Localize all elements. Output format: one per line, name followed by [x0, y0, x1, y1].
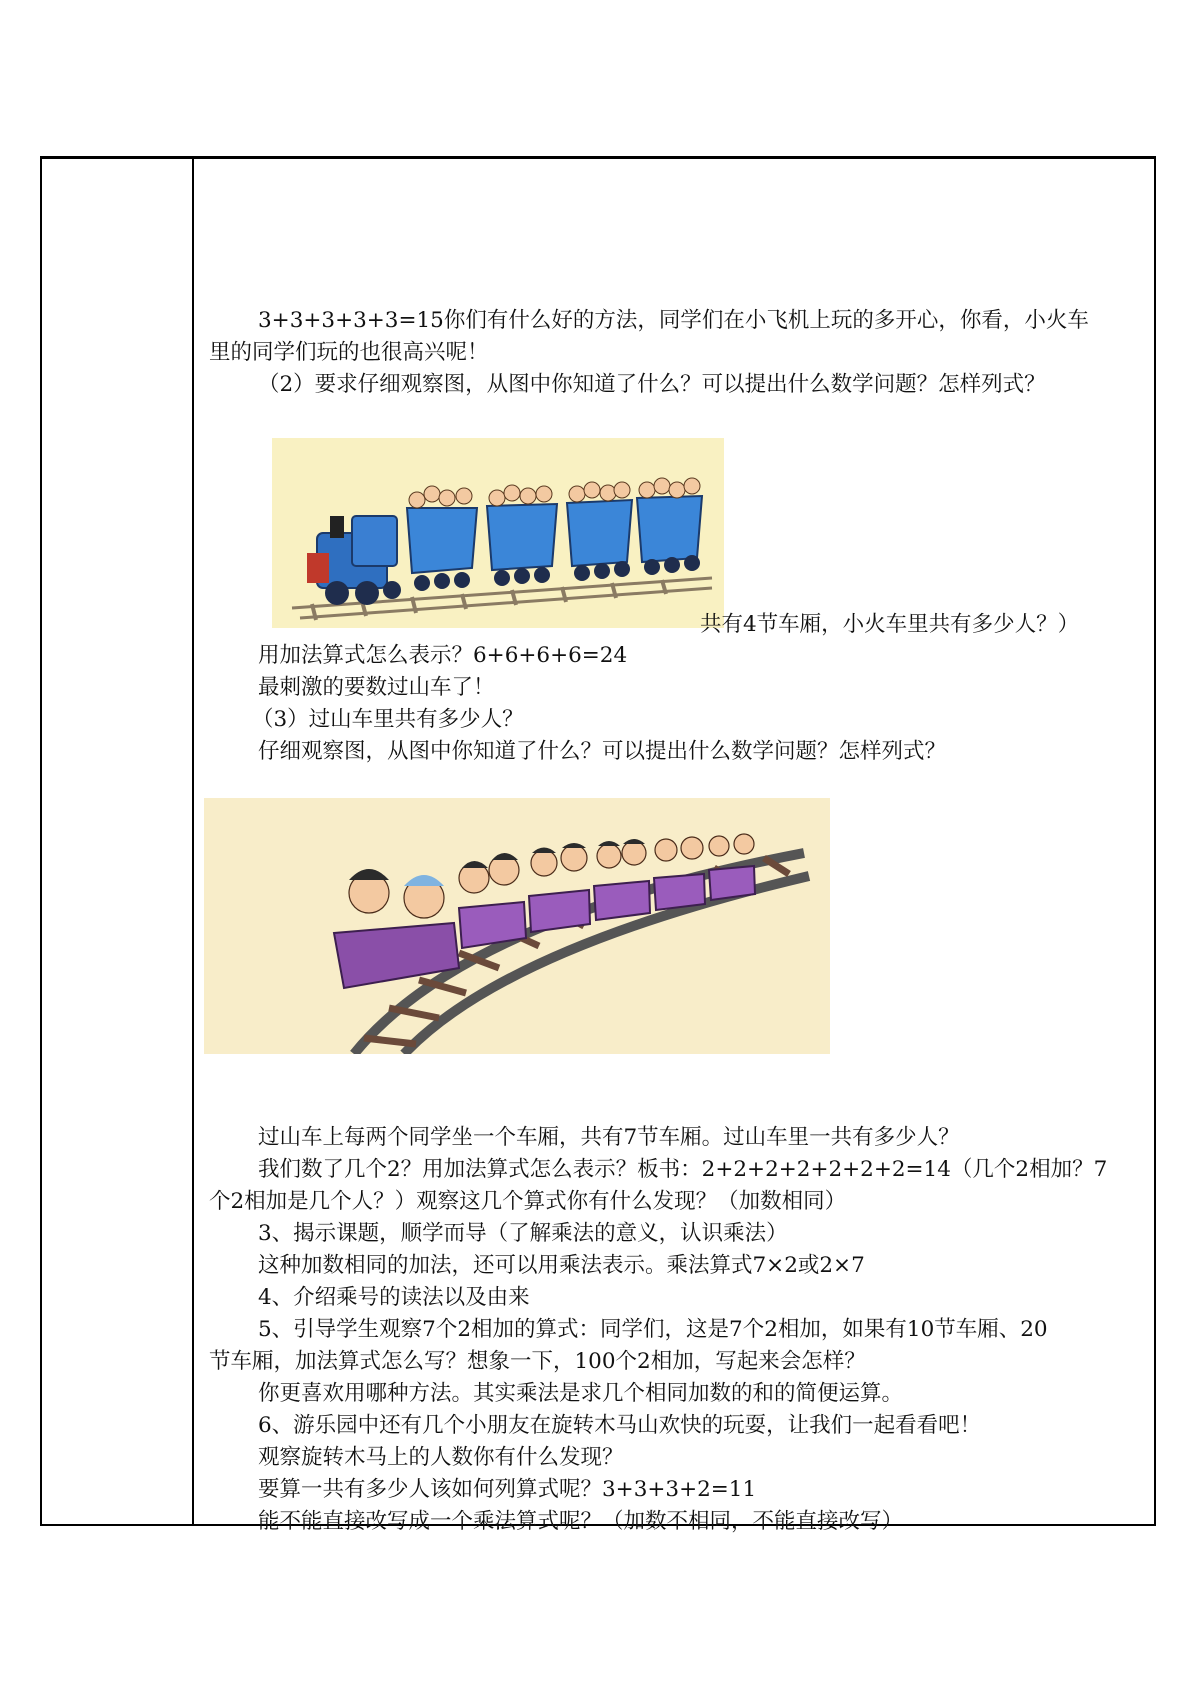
paragraph-16: 观察旋转木马上的人数你有什么发现？ [258, 1445, 624, 1470]
paragraph-3-partial: 共有4节车厢，小火车里共有多少人？） [700, 612, 1080, 637]
paragraph-2: （2）要求仔细观察图，从图中你知道了什么？可以提出什么数学问题？怎样列式？ [258, 372, 1046, 397]
paragraph-13: 5、引导学生观察7个2相加的算式：同学们，这是7个2相加，如果有10节车厢、20 [258, 1317, 1048, 1342]
paragraph-7: 仔细观察图，从图中你知道了什么？可以提出什么数学问题？怎样列式？ [258, 739, 947, 764]
paragraph-10: 3、揭示课题，顺学而导（了解乘法的意义，认识乘法） [258, 1221, 788, 1246]
paragraph-18: 能不能直接改写成一个乘法算式呢？（加数不相同，不能直接改写） [258, 1509, 904, 1534]
paragraph-4: 用加法算式怎么表示？6+6+6+6=24 [258, 643, 628, 668]
paragraph-6: （3）过山车里共有多少人？ [252, 707, 524, 732]
paragraph-5: 最刺激的要数过山车了！ [258, 675, 495, 700]
paragraph-8: 过山车上每两个同学坐一个车厢，共有7节车厢。过山车里一共有多少人？ [258, 1125, 960, 1150]
paragraph-1-cont: 里的同学们玩的也很高兴呢！ [209, 340, 489, 365]
paragraph-14: 你更喜欢用哪种方法。其实乘法是求几个相同加数的和的简便运算。 [258, 1381, 904, 1406]
paragraph-1: 3+3+3+3+3=15你们有什么好的方法，同学们在小飞机上玩的多开心，你看，小火车 [258, 308, 1089, 333]
paragraph-15: 6、游乐园中还有几个小朋友在旋转木马山欢快的玩耍，让我们一起看看吧！ [258, 1413, 982, 1438]
paragraph-13-cont: 节车厢，加法算式怎么写？想象一下，100个2相加，写起来会怎样？ [209, 1349, 866, 1374]
paragraph-17: 要算一共有多少人该如何列算式呢？3+3+3+2=11 [258, 1477, 757, 1502]
train-illustration [272, 438, 724, 628]
paragraph-9-cont: 个2相加是几个人？）观察这几个算式你有什么发现？（加数相同） [209, 1189, 847, 1214]
roller-coaster-illustration [204, 798, 830, 1054]
paragraph-12: 4、介绍乘号的读法以及由来 [258, 1285, 530, 1310]
column-divider [192, 159, 194, 1524]
paragraph-11: 这种加数相同的加法，还可以用乘法表示。乘法算式7×2或2×7 [258, 1253, 865, 1278]
paragraph-9: 我们数了几个2？用加法算式怎么表示？板书：2+2+2+2+2+2+2=14（几个2相加？7 [258, 1157, 1108, 1182]
